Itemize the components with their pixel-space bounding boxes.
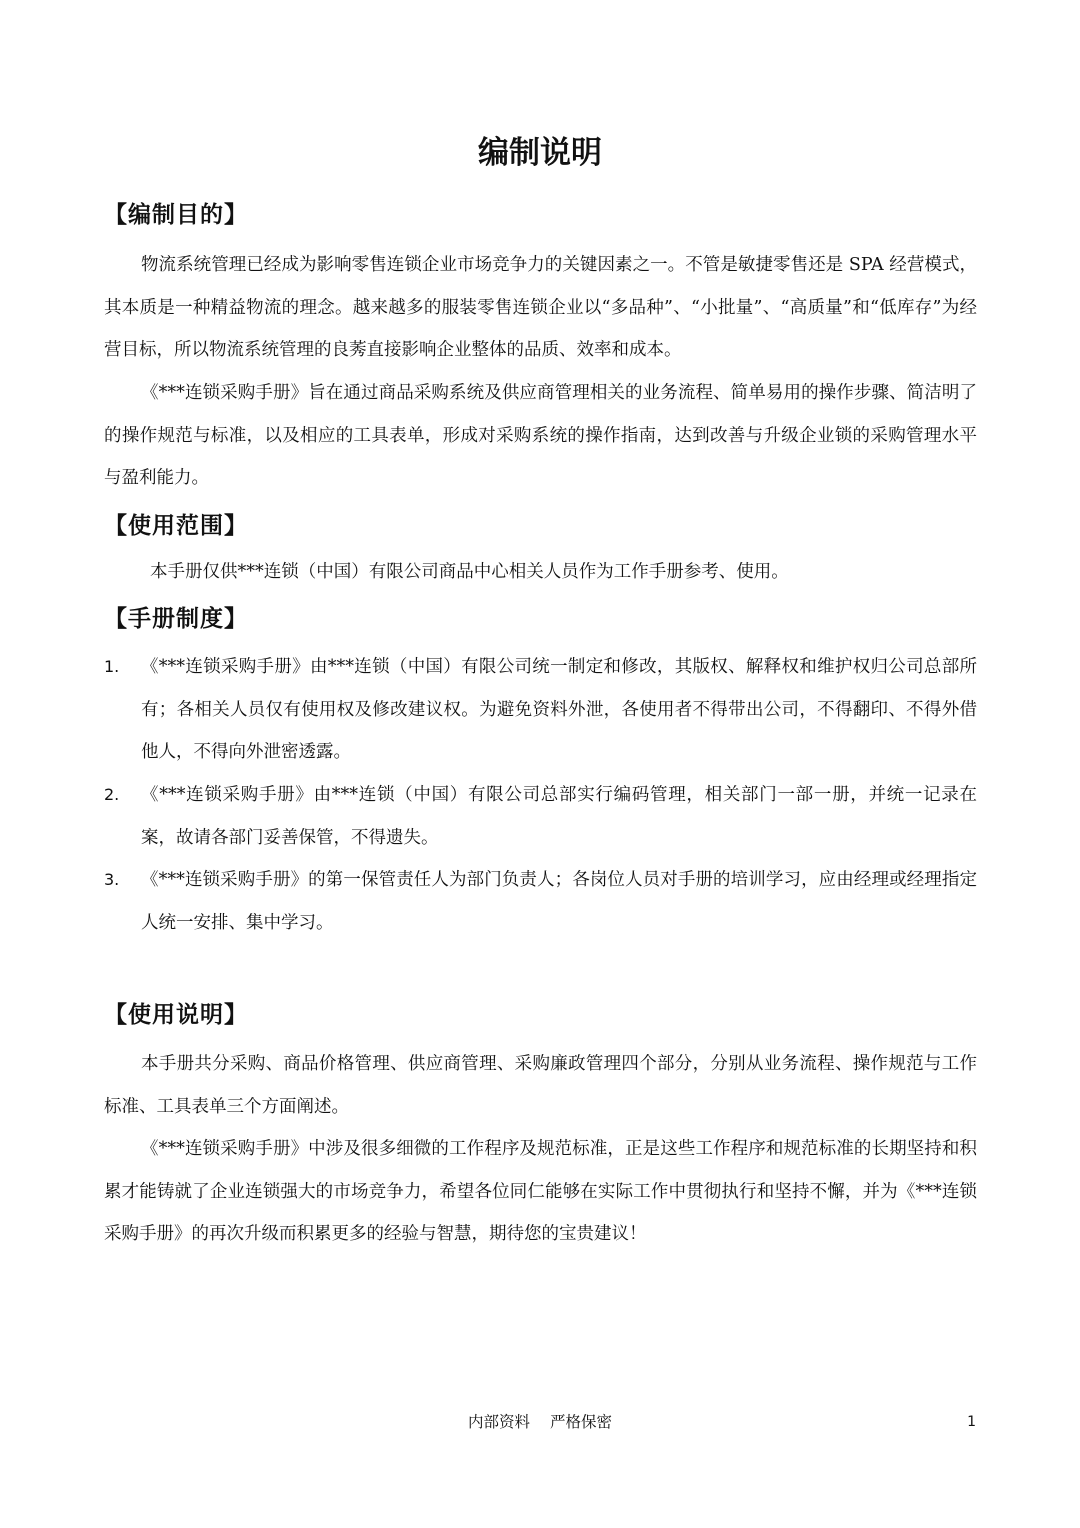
footer-label-left: 内部资料 xyxy=(467,1413,530,1431)
page-number: 1 xyxy=(967,1414,976,1430)
purpose-paragraph-1: 物流系统管理已经成为影响零售连锁企业市场竞争力的关键因素之一。不管是敏捷零售还是 SPA 经营模式，其本质是一种精益物流的理念。越来越多的服装零售连锁企业以“多品种”、“小批量”、“高质量”和“低库存”为经营目标，所以物流系统管理的良莠直接影响企业整体的品质、效率和成本。 xyxy=(104,255,977,360)
page-title: 编制说明 xyxy=(478,135,602,171)
list-number: 3. xyxy=(104,870,120,889)
footer-confidential-label xyxy=(0,1410,1080,1434)
scope-paragraph: 本手册仅供***连锁（中国）有限公司商品中心相关人员作为工作手册参考、使用。 xyxy=(150,562,789,582)
section-heading-rules: 【手册制度】 xyxy=(104,606,248,632)
rules-list-item-2 xyxy=(104,774,977,859)
list-text: 《***连锁采购手册》由***连锁（中国）有限公司总部实行编码管理，相关部门一部一册，并统一记录在案，故请各部门妥善保管，不得遗失。 xyxy=(141,785,977,848)
usage-paragraph-1: 本手册共分采购、商品价格管理、供应商管理、采购廉政管理四个部分，分别从业务流程、操作规范与工作标准、工具表单三个方面阐述。 xyxy=(104,1054,977,1117)
purpose-paragraph-2: 《***连锁采购手册》旨在通过商品采购系统及供应商管理相关的业务流程、简单易用的操作步骤、简洁明了的操作规范与标准，以及相应的工具表单，形成对采购系统的操作指南，达到改善与升级企业锁的采购管理水平与盈利能力。 xyxy=(104,383,977,488)
section-heading-scope: 【使用范围】 xyxy=(104,513,248,539)
list-text: 《***连锁采购手册》的第一保管责任人为部门负责人；各岗位人员对手册的培训学习，应由经理或经理指定人统一安排、集中学习。 xyxy=(141,870,977,933)
list-number: 2. xyxy=(104,785,120,804)
rules-list-item-1 xyxy=(104,646,977,774)
list-number: 1. xyxy=(104,657,120,676)
section-heading-usage: 【使用说明】 xyxy=(104,1002,248,1028)
usage-paragraph-2: 《***连锁采购手册》中涉及很多细微的工作程序及规范标准，正是这些工作程序和规范标准的长期坚持和积累才能铸就了企业连锁强大的市场竞争力，希望各位同仁能够在实际工作中贯彻执行和坚持不懈，并为《***连锁采购手册》的再次升级而积累更多的经验与智慧，期待您的宝贵建议！ xyxy=(104,1139,977,1244)
section-heading-purpose: 【编制目的】 xyxy=(104,202,248,228)
rules-list-item-3 xyxy=(104,859,977,944)
list-text: 《***连锁采购手册》由***连锁（中国）有限公司统一制定和修改，其版权、解释权和维护权归公司总部所有；各相关人员仅有使用权及修改建议权。为避免资料外泄，各使用者不得带出公司，不得翻印、不得外借他人，不得向外泄密透露。 xyxy=(141,657,977,762)
footer-label-right: 严格保密 xyxy=(550,1413,613,1431)
